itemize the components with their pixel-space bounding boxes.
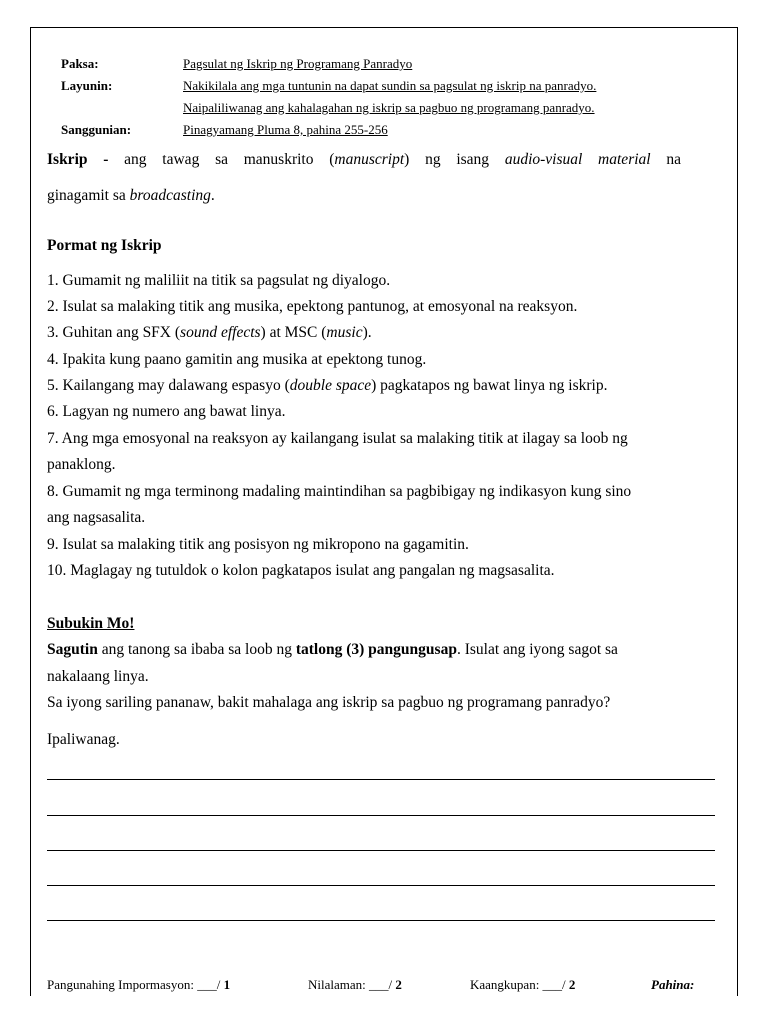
- item-msc: music: [326, 324, 363, 341]
- definition-text: .: [210, 187, 215, 204]
- footer-content-score: [308, 977, 402, 993]
- answer-line[interactable]: [47, 885, 715, 886]
- format-item-9: 9. Isulat sa malaking titik ang posisyon ng mikropono na gagamitin.: [47, 536, 469, 553]
- instruction-bold: Sagutin: [47, 641, 98, 658]
- definition-line-2: [47, 187, 215, 205]
- page-label: Pahina:: [651, 977, 695, 992]
- score-value: 2: [395, 977, 402, 992]
- item-text: 3. Guhitan ang SFX (: [47, 324, 181, 341]
- item-text: ) pagkatapos ng bawat linya ng iskrip.: [371, 377, 608, 394]
- definition-text: ) ng isang: [404, 151, 505, 168]
- instruction-text: ang tanong sa ibaba sa loob ng: [97, 641, 296, 658]
- format-item-5: [47, 377, 607, 395]
- activity-explain: Ipaliwanag.: [47, 731, 120, 748]
- item-text: ).: [362, 324, 372, 341]
- format-item-1: 1. Gumamit ng maliliit na titik sa pagsulat ng diyalogo.: [47, 272, 391, 289]
- instruction-bold: tatlong (3) pangungusap: [295, 641, 457, 658]
- format-item-8-line-2: ang nagsasalita.: [47, 509, 146, 526]
- format-item-2: 2. Isulat sa malaking titik ang musika, epektong pantunog, at emosyonal na reaksyon.: [47, 298, 578, 315]
- score-label: Nilalaman: ___/: [308, 977, 396, 992]
- layunin-label: Layunin:: [61, 78, 113, 93]
- definition-manuscript: manuscript: [334, 151, 405, 168]
- score-label: Kaangkupan: ___/: [470, 977, 569, 992]
- score-label: Pangunahing Impormasyon: ___/: [47, 977, 224, 992]
- sanggunian-value: Pinagyamang Pluma 8, pahina 255-256: [183, 122, 388, 137]
- definition-line-1: [47, 151, 681, 169]
- definition-text: ginagamit sa: [47, 187, 130, 204]
- item-sfx: sound effects: [180, 324, 261, 341]
- instruction-text: . Isulat ang iyong sagot sa: [456, 641, 618, 658]
- activity-instruction-line-2: nakalaang linya.: [47, 668, 149, 685]
- format-item-4: 4. Ipakita kung paano gamitin ang musika at epektong tunog.: [47, 351, 427, 368]
- footer-accuracy-score: [470, 977, 575, 993]
- footer-info-score: [47, 977, 230, 993]
- paksa-value: Pagsulat ng Iskrip ng Programang Panradyo: [183, 56, 413, 71]
- answer-line[interactable]: [47, 815, 715, 816]
- sanggunian-label: Sanggunian:: [61, 122, 132, 137]
- footer-page-label: [651, 977, 694, 993]
- format-item-7-line-1: 7. Ang mga emosyonal na reaksyon ay kailangang isulat sa malaking titik at ilagay sa loob ng: [47, 430, 628, 447]
- paksa-label: Paksa:: [61, 56, 99, 71]
- item-double-space: double space: [289, 377, 372, 394]
- format-item-10: 10. Maglagay ng tutuldok o kolon pagkatapos isulat ang pangalan ng magsasalita.: [47, 562, 555, 579]
- answer-line[interactable]: [47, 920, 715, 921]
- definition-text: ang tawag sa manuskrito (: [124, 151, 335, 168]
- answer-line[interactable]: [47, 779, 715, 780]
- format-item-3: [47, 324, 372, 342]
- item-text: 5. Kailangang may dalawang espasyo (: [47, 377, 290, 394]
- activity-heading: Subukin Mo!: [47, 615, 135, 632]
- definition-term: Iskrip: [47, 151, 88, 168]
- format-item-8-line-1: 8. Gumamit ng mga terminong madaling maintindihan sa pagbibigay ng indikasyon kung sino: [47, 483, 632, 500]
- layunin-objective-1: Nakikilala ang mga tuntunin na dapat sundin sa pagsulat ng iskrip na panradyo.: [183, 78, 597, 93]
- format-item-7-line-2: panaklong.: [47, 456, 116, 473]
- item-text: ) at MSC (: [260, 324, 327, 341]
- layunin-objective-2: Naipaliliwanag ang kahalagahan ng iskrip sa pagbuo ng programang panradyo.: [183, 100, 595, 115]
- definition-text: na: [650, 151, 681, 168]
- definition-broadcasting: broadcasting: [129, 187, 211, 204]
- definition-avm: audio-visual material: [504, 151, 651, 168]
- score-value: 2: [568, 977, 576, 992]
- activity-instruction-line-1: [47, 641, 618, 659]
- score-value: 1: [223, 977, 231, 992]
- answer-line[interactable]: [47, 850, 715, 851]
- format-item-6: 6. Lagyan ng numero ang bawat linya.: [47, 403, 286, 420]
- format-heading: Pormat ng Iskrip: [47, 237, 162, 254]
- definition-dash: -: [87, 151, 125, 168]
- activity-question: Sa iyong sariling pananaw, bakit mahalaga ang iskrip sa pagbuo ng programang panradyo?: [47, 694, 611, 711]
